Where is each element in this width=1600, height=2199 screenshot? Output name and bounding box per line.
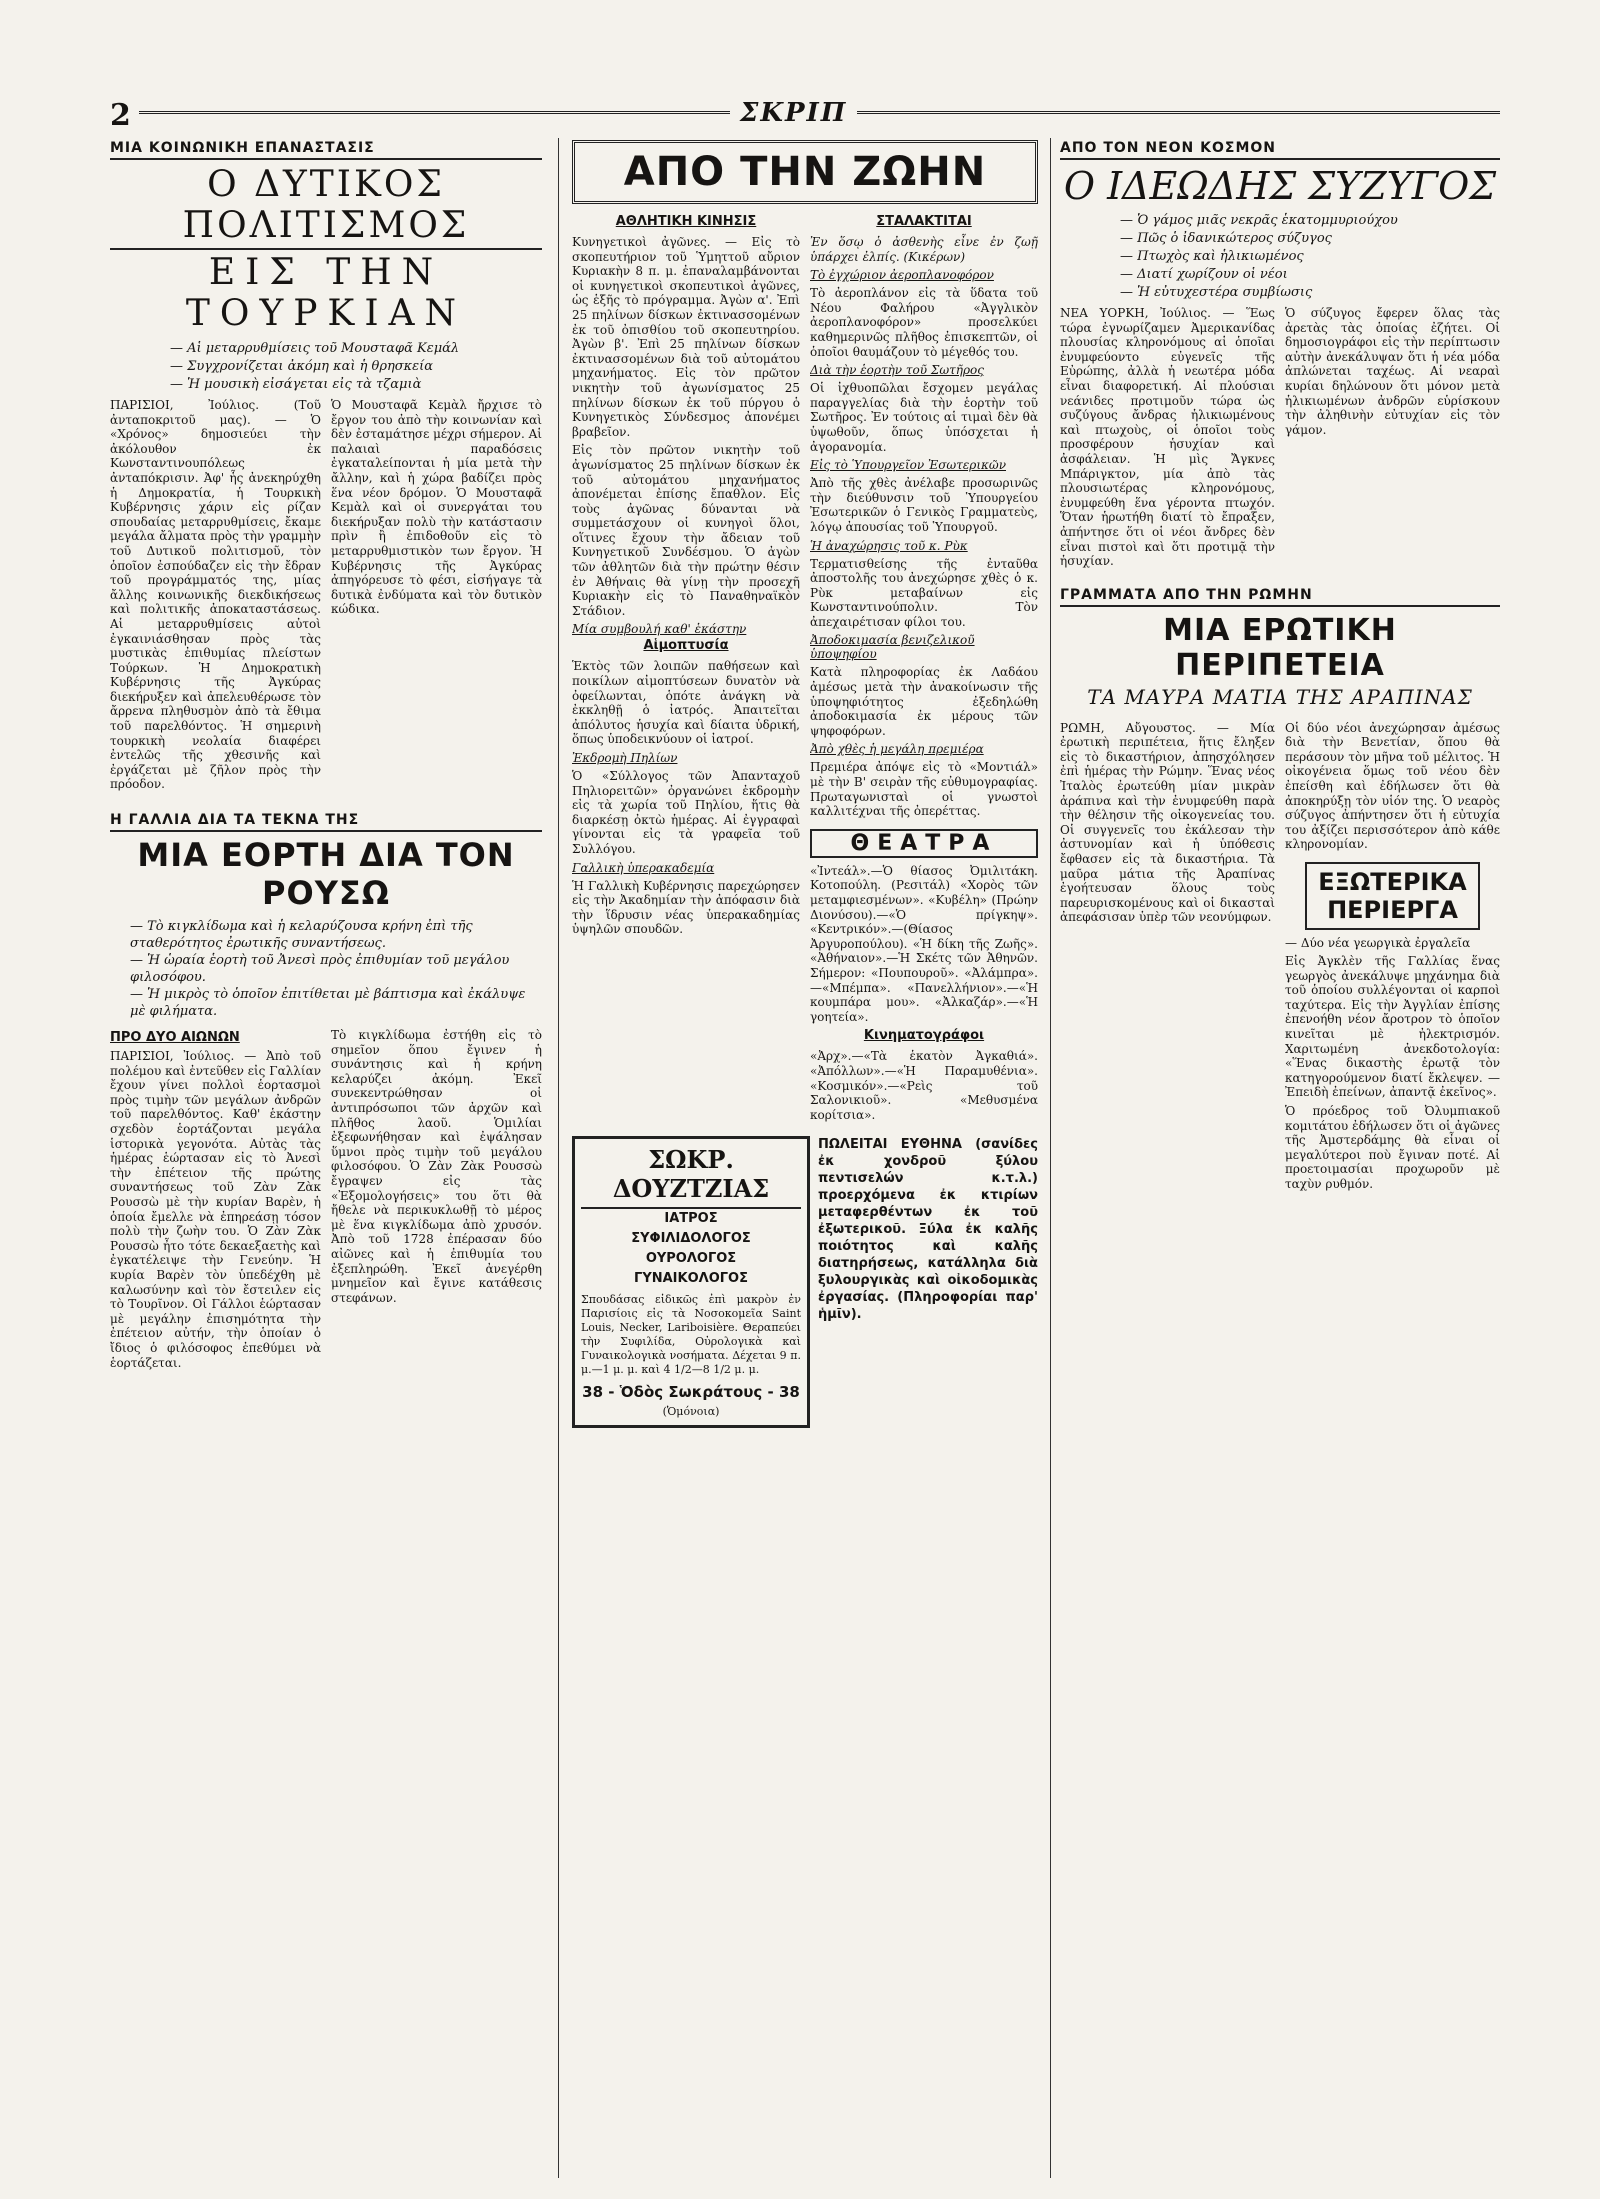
cinema-listings: «Ἀρχ».—«Τὰ ἑκατὸν Ἀγκαθιά». «Ἀπόλλων».—«Ἡ Παραμυθένια». «Κοσμικόν».—«Ρεὶς τοῦ Σαλονικιοῦ». «Μεθυσμένα κορίτσια».	[810, 1049, 1038, 1122]
subheading: — Ἡ μικρὸς τὸ ὁποῖον ἐπιτίθεται μὲ βάπτισμα καὶ ἐκάλυψε μὲ φιλήματα.	[130, 987, 526, 1020]
article-text: Οἱ δύο νέοι ἀνεχώρησαν ἀμέσως διὰ τὴν Βενετίαν, ὅπου θὰ περάσουν τὸν μῆνα τοῦ μέλιτος. Ἡ οἰκογένεια ὅμως τοῦ νέου δὲν ἐπείσθη καὶ ἐδήλωσεν ὅτι θὰ ἀποκηρύξῃ τὸν υἱόν της. Ὁ νεαρὸς σύζυγος ἀπήντησεν ὅτι ἡ εὐτυχία του ἀξίζει περισσότερον ἀπὸ κάθε κληρονομίαν.	[1285, 720, 1500, 852]
subheading: — Αἱ μεταρρυθμίσεις τοῦ Μουσταφᾶ Κεμάλ	[170, 341, 460, 356]
article-text: Τὸ κιγκλίδωμα ἐστήθη εἰς τὸ σημεῖον ὅπου ἔγινεν ἡ συνάντησις καὶ ἡ κρήνη κελαρύζει ἀκόμη. Ἐκεῖ συνεκεντρώθησαν οἱ ἀντιπρόσωποι τῶν ἀρχῶν καὶ πλῆθος λαοῦ. Ὁμιλίαι ἐξεφωνήθησαν καὶ ἐψάλησαν ὕμνοι πρὸς τιμὴν τοῦ μεγάλου φιλοσόφου. Ὁ Ζὰν Ζὰκ Ρουσσὼ ἔγραψεν εἰς τὰς «Ἐξομολογήσεις» του ὅτι θὰ ἤθελε νὰ περικυκλωθῇ τὸ μέρος μὲ ἕνα κιγκλίδωμα ἀπὸ χρυσόν. Ἀπὸ τοῦ 1728 ἐπέρασαν δύο αἰῶνες καὶ ἡ ἐπιθυμία του ἐξεπληρώθη. Ἐκεῖ ἀνεγέρθη μνημεῖον καὶ ἔγινε κατάθεσις στεφάνων.	[331, 1028, 542, 1305]
news-columns	[572, 212, 1038, 1126]
ad-address: 38 - Ὁδὸς Σωκράτους - 38	[582, 1383, 800, 1402]
news-text: Τερματισθείσης τῆς ἐνταῦθα ἀποστολῆς του ἀνεχώρησε χθὲς ὁ κ. Ρὺκ μεταβαίνων εἰς Κωνσταντινούπολιν. Τὸν ἀπεχαιρέτισαν φίλοι του.	[810, 556, 1038, 629]
headline: ΜΙΑ ΕΟΡΤΗ ΔΙΑ ΤΟΝ ΡΟΥΣΩ	[137, 836, 515, 913]
article-text: ΠΑΡΙΣΙΟΙ, Ἰούλιος. (Τοῦ ἀνταποκριτοῦ μας). — Ὁ «Χρόνος» δημοσιεύει τὴν ἀκόλουθον ἐκ Κωνσταντινουπόλεως ἀνταπόκρισιν. Ἀφ' ἧς ἀνεκηρύχθη ἡ Δημοκρατία, ἡ Τουρκικὴ Κυβέρνησις χάριν εἰς ρίζαν σπουδαίας μεταρρυθμίσεις, ἔκαμε μεγάλα ἄλματα πρὸς τὴν γραμμὴν τοῦ Δυτικοῦ πολιτισμοῦ, τὸν ὁποῖον ἐσπούδαζεν εἰς τὴν ἔδραν τοῦ προγράμματός της, μίας ἄλλης κοινωνικῆς διεκδικήσεως καὶ πολιτικῆς ἀποκαταστάσεως. Αἱ μεταρρυθμίσεις αὐτοὶ ἐγκαινιάσθησαν πρὸς τὰς μυστικὰς ἐπιθυμίας πλείστων Τούρκων. Ἡ Δημοκρατικὴ Κυβέρνησις τῆς Ἀγκύρας διεκήρυξεν καὶ ἀπελευθέρωσε τὸν ἄρρενα πληθυσμὸν ἀπὸ τὰ ἔθιμα τοῦ παρελθόντος. Ἡ σημερινὴ τουρκικὴ νεολαία διαφέρει ἐντελῶς τῆς χθεσινῆς καὶ ἐργάζεται μὲ ζῆλον πρὸς τὴν πρόοδον.	[110, 398, 321, 792]
article-text: Ὁ Μουσταφᾶ Κεμὰλ ἤρχισε τὸ ἔργον του ἀπὸ τὴν κοινωνίαν καὶ δὲν ἐσταμάτησε μέχρι σήμερον. Αἱ παλαιαὶ παραδόσεις ἐγκαταλείπονται ἡ μία μετὰ τὴν ἄλλην, καὶ ἡ χώρα βαδίζει πρὸς ἕνα νέον δρόμον. Ὁ Μουσταφᾶ Κεμὰλ καὶ οἱ συνεργάται του διεκήρυξαν πολὺ τὴν κατάστασιν πρὶν ἢ ἐπιδοθοῦν εἰς τὸ μεταρρυθμιστικὸν των ἔργον. Ἡ Κυβέρνησις τῆς Ἀγκύρας ἀπηγόρευσε τὸ φέσι, εἰσήγαγε τὰ δυτικὰ ἐνδύματα καὶ τὸν δυτικὸν κώδικα.	[331, 398, 542, 617]
headline: ΜΙΑ ΕΡΩΤΙΚΗ ΠΕΡΙΠΕΤΕΙΑ	[1163, 612, 1397, 683]
newspaper-name: ΣΚΡΙΠ	[730, 98, 857, 128]
subheading: — Συγχρονίζεται ἀκόμη καὶ ἡ θρησκεία	[170, 359, 434, 374]
news-heading: Ἀποδοκιμασία βενιζελικοῦ ὑποψηφίου	[810, 633, 975, 662]
theatre-heading: ΘΕΑΤΡΑ	[810, 829, 1038, 858]
news-text: Πρεμιέρα ἀπόψε εἰς τὸ «Μοντιάλ» μὲ τὴν Β' σειρὰν τῆς εὐθυμογραφίας. Πρωταγωνισταὶ οἱ γνωστοὶ καλλιτέχναι τῆς ὀπερέττας.	[810, 760, 1038, 819]
article-text: Ὁ σύζυγος ἔφερεν ὅλας τὰς ἀρετὰς τὰς ὁποίας ἐζήτει. Οἱ δημοσιογράφοι εἰς τὴν περίπτωσιν αὐτὴν ἀνεκάλυψαν ὅτι ἡ νέα μόδα ἀπλώνεται ταχέως. Αἱ νεαραὶ κυρίαι δηλώνουν ὅτι μόνον μετὰ ἡλικιωμένων ἀνδρῶν εὑρίσκουν τὴν ἀληθινὴν εὐτυχίαν εἰς τὸν γάμον.	[1285, 306, 1500, 437]
article-body	[110, 1024, 542, 1374]
article-text: ΡΩΜΗ, Αὔγουστος. — Μία ἐρωτικὴ περιπέτεια, ἥτις ἔληξεν εἰς τὸ δικαστήριον, ἀπησχόλησεν ἐπὶ ἡμέρας τὴν Ρώμην. Ἕνας νέος Ἰταλὸς ἐρωτεύθη μίαν μικρὰν ἀράπινα καὶ τὴν ἐνυμφεύθη παρὰ τὴν θέλησιν τῆς οἰκογενείας του. Οἱ συγγενεῖς του ἐκάλεσαν τὴν ἀστυνομίαν καὶ ἡ ὑπόθεσις ἔφθασεν εἰς τὰ δικαστήρια. Τὰ μαῦρα μάτια τῆς Ἀραπίνας ἐγοήτευσαν ὅλους τοὺς παρευρισκομένους καὶ οἱ δικασταὶ ἀπεφάσισαν ὑπὲρ τῶν νεονύμφων.	[1060, 720, 1275, 925]
subheading: — Ἡ μουσικὴ εἰσάγεται εἰς τὰ τζαμιὰ	[170, 377, 422, 392]
subheading: — Τὸ κιγκλίδωμα καὶ ἡ κελαρύζουσα κρήνη ἐπὶ τῆς σταθερότητος ἐρωτικῆς συναντήσεως.	[130, 919, 473, 952]
ad-role: ΓΥΝΑΙΚΟΛΟΓΟΣ	[634, 1271, 748, 1287]
news-text: Ἡ Γαλλικὴ Κυβέρνησις παρεχώρησεν εἰς τὴν Ἀκαδημίαν τὴν ἀπόφασιν διὰ τὴν ἵδρυσιν νέας ὑπερακαδημίας ὑψηλῶν σπουδῶν.	[572, 878, 800, 937]
subheading: — Ὁ γάμος μιᾶς νεκρᾶς ἑκατομμυριούχου	[1120, 213, 1398, 228]
newspaper-page	[110, 98, 1500, 2178]
section-caption: ΑΘΛΗΤΙΚΗ ΚΙΝΗΣΙΣ	[615, 214, 757, 229]
section-label: ΓΡΑΜΜΑΤΑ ΑΠΟ ΤΗΝ ΡΩΜΗΝ	[1060, 585, 1500, 607]
headline: Ο ΙΔΕΩΔΗΣ ΣΥΖΥΓΟΣ	[1063, 164, 1497, 208]
article-text: Ὁ πρόεδρος τοῦ Ὀλυμπιακοῦ κομιτάτου ἐδήλωσεν ὅτι οἱ ἀγῶνες τῆς Ἀμστερδάμης θὰ εἶναι οἱ μεγαλύτεροι ποὺ ἔγιναν ποτέ. Αἱ προετοιμασίαι προχωροῦν μὲ ταχὺν ρυθμόν.	[1285, 1103, 1500, 1191]
column-divider	[558, 138, 559, 2178]
doctor-ad	[572, 1136, 810, 1428]
news-heading: Ἐκδρομὴ Πηλίων	[572, 751, 678, 765]
news-text: Ἑκτὸς τῶν λοιπῶν παθήσεων καὶ ποικίλων αἰμοπτύσεων δυνατὸν νὰ ὀφείλωνται, ὁπότε ἀνάγκη νὰ ἐκκληθῇ ὁ ἰατρός. Ἀπαιτεῖται ἀπόλυτος ἡσυχία καὶ δίαιτα ὑδρική, ὅπως ὑποδεικνύουν οἱ ἰατροί.	[572, 659, 800, 747]
ad-doctor-name: ΣΩΚΡ. ΔΟΥΖΤΖΙΑΣ	[581, 1145, 801, 1209]
news-text: Κυνηγετικοὶ ἀγῶνες. — Εἰς τὸ σκοπευτήριον τοῦ Ὑμηττοῦ αὔριον Κυριακὴν 8 π. μ. ἐπαναλαμβάνονται οἱ κυνηγετικοὶ σκοπευτικοὶ ἀγῶνες, ὡς ἑξῆς τὸ πρόγραμμα. Ἀγὼν α'. Ἐπὶ 25 πηλίνων δίσκων ἐκτινασσομένων ἐκ τοῦ ὀπισθίου τοῦ σκοπευτηρίου. Ἀγὼν β'. Ἐπὶ 25 πηλίνων δίσκων ἐκτινασσομένων διὰ τοῦ αὐτομάτου μηχανήματος. Εἰς τὸν πρῶτον νικητὴν τοῦ ἀγωνίσματος 25 πηλίνων δίσκων ἐκ τοῦ πύργου ὁ Κυνηγετικὸς Σύνδεσμος ἀπονέμει βραβεῖον.	[572, 235, 800, 439]
headline: Ο ΔΥΤΙΚΟΣ ΠΟΛΙΤΙΣΜΟΣ	[110, 164, 542, 250]
advertisements	[572, 1136, 1038, 1428]
subheading: — Πτωχὸς καὶ ἡλικιωμένος	[1120, 249, 1304, 264]
news-heading: Μία συμβουλή καθ' ἑκάστην	[572, 622, 747, 637]
subheading: — Διατί χωρίζουν οἱ νέοι	[1120, 267, 1288, 282]
column-from-life	[572, 138, 1038, 2178]
ad-role: ΟΥΡΟΛΟΓΟΣ	[645, 1251, 737, 1267]
section-label: Η ΓΑΛΛΙΑ ΔΙΑ ΤΑ ΤΕΚΝΑ ΤΗΣ	[110, 810, 542, 832]
subheadings	[110, 918, 542, 1020]
theatre-listings: «Ἰντεάλ».—Ὁ θίασος Ὀμιλιτάκη. Κοτοπούλη. (Ρεσιτάλ) «Χορὸς τῶν μεταμφιεσμένων». «Κυβέλη» (Πρώην Διονύσου).—«Ὁ πρίγκηψ». «Κεντρικόν».—(Θίασος Ἀργυροπούλου). «Ἡ δίκη τῆς Ζωῆς». «Ἀθήναιον».—Ἡ Σκέτς τῶν Ἀθηνῶν. Σήμερον: «Πουπουροῦ». «Ἀλάμπρα».—«Μπέμπα». «Πανελλήνιον».—«Ἡ κουμπάρα μου». «Ἀλκαζάρ».—«Ἡ γοητεία».	[810, 863, 1038, 1024]
column-new-world	[1060, 138, 1500, 2178]
subheadings	[110, 340, 542, 394]
ad-text: Σπουδάσας εἰδικῶς ἐπὶ μακρὸν ἐν Παρισίοις εἰς τὰ Νοσοκομεῖα Saint Louis, Necker, Lariboisière. Θεραπεύει τὴν Συφιλίδα, Οὐρολογικὰ καὶ Γυναικολογικὰ νοσήματα. Δέχεται 9 π. μ.—1 μ. μ. καὶ 4 1/2—8 1/2 μ. μ.	[581, 1293, 801, 1377]
section-caption: ΣΤΑΛΑΚΤΙΤΑΙ	[876, 214, 972, 229]
cinema-heading: Κινηματογράφοι	[863, 1028, 985, 1044]
article-text: ΠΑΡΙΣΙΟΙ, Ἰούλιος. — Ἀπὸ τοῦ πολέμου καὶ ἐντεῦθεν εἰς Γαλλίαν ἔχουν γίνει πολλοὶ ἑορτασμοὶ πρὸς τιμὴν τῶν μεγάλων ἀνδρῶν τοῦ παρελθόντος. Καθ' ἑκάστην σχεδὸν ἑορτάζονται μεγάλα ἱστορικὰ γεγονότα. Αὐτὰς τὰς ἡμέρας ἑώρτασαν εἰς τὸ Ἀνεσὶ τὴν ἐπέτειον τῆς πρώτης συναντήσεως τοῦ Ζὰν Ζὰκ Ρουσσὼ μὲ τὴν κυρίαν Βαρὲν, ἡ ὁποία ἔμελλε νὰ ἐπηρεάσῃ τόσον πολὺ τὴν ζωὴν του. Ὁ Ζὰν Ζὰκ Ρουσσὼ ἦτο τότε δεκαεξαετὴς καὶ ἐγκατέλειψε τὴν Γενεύην. Ἡ κυρία Βαρὲν τὸν ὑπεδέχθη μὲ καλωσύνην καὶ τὸν ἔστειλεν εἰς τὸ Τουρῖνον. Οἱ Γάλλοι ἑώρτασαν μὲ μεγάλην ἐπισημότητα τὴν ἐπέτειον αὐτήν, τὴν ὁποίαν ὁ ἴδιος ὁ φιλόσοφος ἐπεθύμει νὰ ἑορτάζεται.	[110, 1049, 321, 1370]
page-number: 2	[110, 98, 139, 133]
column-divider	[1050, 138, 1051, 2178]
subheading: — Πῶς ὁ ἰδανικώτερος σύζυγος	[1120, 231, 1332, 246]
ad-role: ΣΥΦΙΛΙΔΟΛΟΓΟΣ	[631, 1231, 751, 1247]
news-heading: Ἀπὸ χθὲς ἡ μεγάλη πρεμιέρα	[810, 742, 984, 757]
news-text: Ἀπὸ τῆς χθὲς ἀνέλαβε προσωρινῶς τὴν διεύθυνσιν τοῦ Ὑπουργείου Ἐσωτερικῶν ὁ Γενικὸς Γραμματεὺς, λόγῳ ἀπουσίας τοῦ Ὑπουργοῦ.	[810, 476, 1038, 534]
article-body	[1060, 717, 1500, 1196]
news-text: Τὸ ἀεροπλάνον εἰς τὰ ὕδατα τοῦ Νέου Φαλήρου «Ἀγγλικὸν ἀεροπλανοφόρον» προσελκύει καθημερινῶς πλῆθος ἐπισκεπτῶν, οἱ ὁποῖοι θαυμάζουν τὸ μέγεθός του.	[810, 286, 1038, 359]
box-subheading: — Δύο νέα γεωργικὰ ἐργαλεῖα	[1285, 936, 1471, 951]
news-heading: Τὸ ἐγχώριον ἀεροπλανοφόρον	[810, 268, 994, 283]
article-body	[110, 394, 542, 796]
box-heading: ΕΞΩΤΕΡΙΚΑ ΠΕΡΙΕΡΓΑ	[1305, 862, 1480, 930]
news-heading: Εἰς τὸ Ὑπουργεῖον Ἐσωτερικῶν	[810, 458, 1006, 473]
subheading: — Ἡ ὡραία ἑορτὴ τοῦ Ἀνεσὶ πρὸς ἐπιθυμίαν τοῦ μεγάλου φιλοσόφου.	[130, 953, 510, 986]
timber-ad: ΠΩΛΕΙΤΑΙ ΕΥΘΗΝΑ (σανίδες ἐκ χονδροῦ ξύλου πεντισελών κ.τ.λ.) προερχόμενα ἐκ κτιρίων μεταφερθέντων ἐκ τοῦ ἐξωτερικοῦ. Ξύλα ἐκ καλῆς ποιότητος καὶ καλῆς διατηρήσεως, κατάλληλα διὰ ξυλουργικὰς καὶ οἰκοδομικὰς ἐργασίας. (Πληροφορίαι παρ' ἡμῖν).	[818, 1137, 1038, 1323]
subheadings	[1060, 212, 1500, 302]
news-text: Κατὰ πληροφορίας ἐκ Λαδάου ἀμέσως μετὰ τὴν ἀνακοίνωσιν τῆς ὑποψηφιότητος ἐξεδηλώθη ἀποδοκιμασία ἐκ μέρους τῶν ψηφοφόρων.	[810, 665, 1038, 738]
headline-line2: ΕΙΣ ΤΗΝ ΤΟΥΡΚΙΑΝ	[185, 252, 467, 334]
column-title: ΑΠΟ ΤΗΝ ΖΩΗΝ	[572, 140, 1038, 204]
article-text: ΝΕΑ ΥΟΡΚΗ, Ἰούλιος. — Ἕως τώρα ἐγνωρίζαμεν Ἀμερικανίδας πλουσίας κληρονόμους αἱ ὁποῖαι ἐνυμφεύοντο εὐγενεῖς τῆς Εὐρώπης, ἀλλὰ ἡ νεωτέρα μόδα εἶναι διαφορετική. Αἱ πλούσιαι νεάνιδες προτιμοῦν τώρα ὡς συζύγους ἄνδρας ἡλικιωμένους καὶ πτωχοὺς, οἱ ὁποῖοι τοὺς προσφέρουν ἡσυχίαν καὶ ἀσφάλειαν. Ἡ μὶς Ἄγκνες Μπάριγκτον, μία ἀπὸ τὰς πλουσιωτέρας κληρονόμους, ἐνυμφεύθη ἕνα γέροντα πτωχόν. Ὅταν ἡρωτήθη διατί τὸ ἔπραξεν, ἀπήντησε ὅτι οἱ νέοι ἄνδρες δὲν εἶναι πιστοὶ καὶ ὅτι προτιμᾷ τὴν ἡσυχίαν.	[1060, 306, 1275, 569]
news-heading: Διὰ τὴν ἑορτὴν τοῦ Σωτῆρος	[810, 363, 984, 378]
article-body	[1060, 302, 1500, 573]
column-turkey	[110, 138, 542, 2178]
quote: Ἐν ὅσῳ ὁ ἀσθενὴς εἶνε ἐν ζωῇ ὑπάρχει ἐλπίς. (Κικέρων)	[810, 235, 1038, 264]
news-text: Ὁ «Σύλλογος τῶν Ἀπανταχοῦ Πηλιορειτῶν» ὀργανώνει ἐκδρομὴν εἰς τὰ χωρία τοῦ Πηλίου, ἥτις θὰ διαρκέσῃ ὀκτὼ ἡμέρας. Αἱ ἐγγραφαὶ γίνονται εἰς τὰ γραφεῖα τοῦ Συλλόγου.	[572, 769, 800, 856]
news-text: Εἰς τὸν πρῶτον νικητὴν τοῦ ἀγωνίσματος 25 πηλίνων δίσκων ἐκ τοῦ αὐτομάτου μηχανήματος ἀπονέμεται ἐπίσης ἔπαθλον. Εἰς τοὺς ἀγῶνας δύνανται νὰ συμμετάσχουν οἱ κυνηγοὶ ὅλοι, οἵτινες ἔχουν τὴν ἄδειαν τοῦ Κυνηγετικοῦ Συνδέσμου. Ὁ ἀγὼν τῶν ἀθλητῶν διὰ τὴν πρώτην θέσιν ἐν Ἀθήναις θὰ γίνῃ τὴν προσεχῆ Κυριακὴν εἰς τὸ Παναθηναϊκὸν Στάδιον.	[572, 443, 800, 618]
news-heading: Ἡ ἀναχώρησις τοῦ κ. Ρὺκ	[810, 538, 968, 553]
news-heading: Γαλλικὴ ὑπερακαδεμία	[572, 860, 715, 875]
masthead	[110, 98, 1500, 132]
ad-address-note: (Ὁμόνοια)	[662, 1405, 720, 1419]
section-label: ΑΠΟ ΤΟΝ ΝΕΟΝ ΚΟΣΜΟΝ	[1060, 138, 1500, 160]
sub-headline: ΤΑ ΜΑΥΡΑ ΜΑΤΙΑ ΤΗΣ ΑΡΑΠΙΝΑΣ	[1087, 684, 1473, 709]
news-subheading: Αἱμοπτυσία	[643, 638, 729, 654]
news-text: Οἱ ἰχθυοπῶλαι ἔσχομεν μεγάλας παραγγελίας διὰ τὴν ἑορτὴν τοῦ Σωτῆρος. Ἐν τούτοις αἱ τιμαὶ δὲν θὰ ὑψωθοῦν, ὅπως ὑπόσχεται ἡ ἀγορανομία.	[810, 381, 1038, 454]
article-text: Εἰς Ἀγκλὲν τῆς Γαλλίας ἕνας γεωργὸς ἀνεκάλυψε μηχάνημα διὰ τοῦ ὁποίου συλλέγονται οἱ καρποὶ ταχύτερα. Εἰς τὴν Ἀγγλίαν ἐπίσης ἐπενοήθη νέον ἄροτρον τὸ ὁποῖον κινεῖται μὲ ἠλεκτρισμόν. Χαριτωμένη ἀνεκδοτολογία: «Ἕνας δικαστὴς ἐρωτᾷ τὸν κατηγορούμενον διατί ἔκλεψεν. — Ἐπειδὴ ἐπείνων, ἀπαντᾷ ἐκεῖνος».	[1285, 954, 1500, 1100]
small-heading: ΠΡΟ ΔΥΟ ΑΙΩΝΩΝ	[110, 1030, 240, 1046]
ad-role: ΙΑΤΡΟΣ	[664, 1211, 718, 1227]
section-label: ΜΙΑ ΚΟΙΝΩΝΙΚΗ ΕΠΑΝΑΣΤΑΣΙΣ	[110, 138, 542, 160]
subheading: — Ἡ εὐτυχεστέρα συμβίωσις	[1120, 285, 1313, 300]
